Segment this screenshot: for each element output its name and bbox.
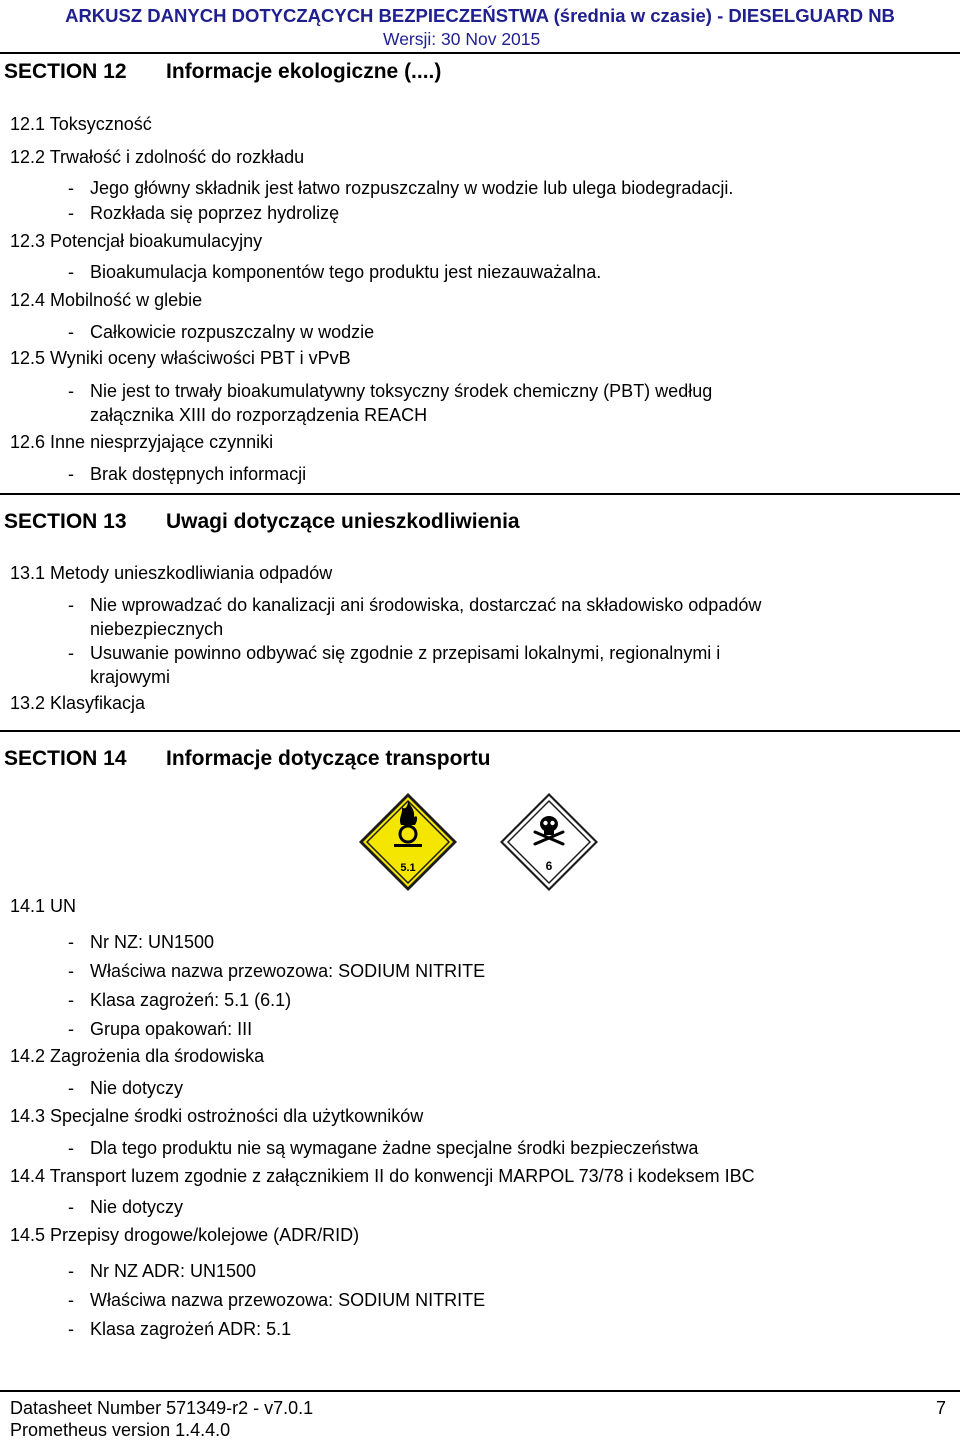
list-item: - Nie dotyczy — [68, 1078, 184, 1098]
subsection-13-1: 13.1 Metody unieszkodliwiania odpadów — [10, 563, 333, 583]
subsection-14-2: 14.2 Zagrożenia dla środowiska — [10, 1046, 265, 1066]
header-divider — [0, 52, 960, 54]
section-title: Informacje dotyczące transportu — [166, 747, 491, 770]
subsection-12-5: 12.5 Wyniki oceny właściwości PBT i vPvB — [10, 348, 351, 368]
document-version: Wersji: 30 Nov 2015 — [383, 29, 541, 49]
list-item: - Rozkłada się poprzez hydrolizę — [68, 203, 340, 223]
subsection-13-2: 13.2 Klasyfikacja — [10, 693, 146, 713]
list-item: - Nie dotyczy — [68, 1197, 184, 1217]
page-number: 7 — [936, 1398, 947, 1418]
list-item: - Nr NZ: UN1500 — [68, 932, 215, 952]
hazard-class-label: 6 — [545, 859, 553, 873]
list-item: - Grupa opakowań: III — [68, 1019, 253, 1039]
section-number: SECTION 12 — [4, 60, 127, 83]
section-title: Uwagi dotyczące unieszkodliwienia — [166, 510, 520, 533]
list-item-continuation: załącznika XIII do rozporządzenia REACH — [90, 405, 428, 425]
list-item-continuation: krajowymi — [90, 667, 171, 687]
subsection-14-1: 14.1 UN — [10, 896, 77, 916]
section-title: Informacje ekologiczne (....) — [166, 60, 442, 83]
subsection-12-4: 12.4 Mobilność w glebie — [10, 290, 203, 310]
section-12-heading — [4, 60, 442, 84]
list-item: - Całkowicie rozpuszczalny w wodzie — [68, 322, 375, 342]
list-item: - Brak dostępnych informacji — [68, 464, 307, 484]
list-item: - Nie wprowadzać do kanalizacji ani środowiska, dostarczać na składowisko odpadów — [68, 595, 762, 615]
section-13-heading — [4, 510, 520, 534]
section-divider — [0, 493, 960, 495]
list-item: - Właściwa nazwa przewozowa: SODIUM NITRITE — [68, 961, 486, 981]
list-item: - Bioakumulacja komponentów tego produktu jest niezauważalna. — [68, 262, 602, 282]
list-item: - Nr NZ ADR: UN1500 — [68, 1261, 257, 1281]
hazard-class-label: 5.1 — [400, 862, 416, 874]
datasheet-number: Datasheet Number 571349-r2 - v7.0.1 — [10, 1398, 314, 1418]
subsection-14-3: 14.3 Specjalne środki ostrożności dla użytkowników — [10, 1106, 424, 1126]
subsection-12-6: 12.6 Inne niesprzyjające czynniki — [10, 432, 274, 452]
skull-crossbones-icon — [499, 792, 599, 892]
flame-over-circle-icon — [358, 792, 458, 892]
list-item: - Klasa zagrożeń: 5.1 (6.1) — [68, 990, 292, 1010]
section-14-heading — [4, 747, 491, 771]
list-item: - Usuwanie powinno odbywać się zgodnie z przepisami lokalnymi, regionalnymi i — [68, 643, 721, 663]
list-item: - Właściwa nazwa przewozowa: SODIUM NITRITE — [68, 1290, 486, 1310]
section-divider — [0, 730, 960, 732]
prometheus-version: Prometheus version 1.4.4.0 — [10, 1420, 231, 1440]
subsection-12-3: 12.3 Potencjał bioakumulacyjny — [10, 231, 263, 251]
list-item: - Jego główny składnik jest łatwo rozpuszczalny w wodzie lub ulega biodegradacji. — [68, 178, 734, 198]
document-title: ARKUSZ DANYCH DOTYCZĄCYCH BEZPIECZEŃSTWA (średnia w czasie) - DIESELGUARD NB — [65, 5, 895, 26]
section-number: SECTION 14 — [4, 747, 127, 770]
subsection-14-4: 14.4 Transport luzem zgodnie z załącznikiem II do konwencji MARPOL 73/78 i kodeksem IBC — [10, 1166, 755, 1186]
section-number: SECTION 13 — [4, 510, 127, 533]
list-item: - Klasa zagrożeń ADR: 5.1 — [68, 1319, 292, 1339]
subsection-12-2: 12.2 Trwałość i zdolność do rozkładu — [10, 147, 305, 167]
list-item: - Nie jest to trwały bioakumulatywny toksyczny środek chemiczny (PBT) według — [68, 381, 713, 401]
list-item: - Dla tego produktu nie są wymagane żadne specjalne środki bezpieczeństwa — [68, 1138, 699, 1158]
list-item-continuation: niebezpiecznych — [90, 619, 224, 639]
footer-divider — [0, 1390, 960, 1392]
subsection-14-5: 14.5 Przepisy drogowe/kolejowe (ADR/RID) — [10, 1225, 360, 1245]
subsection-12-1: 12.1 Toksyczność — [10, 114, 152, 134]
